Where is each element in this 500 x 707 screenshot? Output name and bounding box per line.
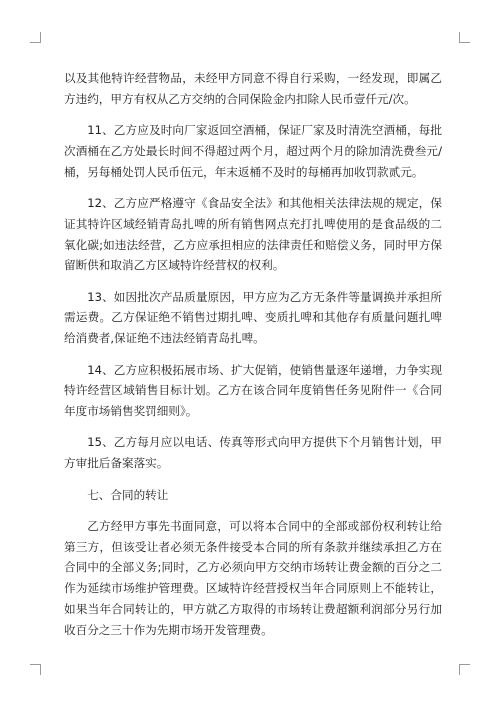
clause-13: 13、如因批次产品质量原因，甲方应为乙方无条件等量调换并承担所需运费。乙方保证绝不销售过期扎啤、变质扎啤和其他存有质量问题扎啤给消费者,保证绝不违法经销青岛扎啤。: [64, 289, 442, 346]
clause-14: 14、乙方应积极拓展市场、扩大促销，使销售量逐年递增，力争实现特许经营区域销售目标计划。乙方在该合同年度销售任务见附件一《合同年度市场销售奖罚细则》。: [64, 362, 442, 419]
clause-11: 11、乙方应及时向厂家返回空酒桶，保证厂家及时清洗空酒桶，每批次酒桶在乙方处最长时间不得超过两个月，超过两个月的除加清洗费叁元/桶，另每桶处罚人民币伍元，年末返桶不及时的每桶再加收罚款贰元。: [64, 123, 442, 179]
crop-mark-top-right: [459, 32, 470, 43]
clause-12: 12、乙方应严格遵守《食品安全法》和其他相关法律法规的规定，保证其特许区域经销青岛扎啤的所有销售网点充打扎啤使用的是食品级的二氧化碳;如违法经营，乙方应承担相应的法律责任和赔偿义务，同时甲方保留断供和取消乙方区域特许经营权的权利。: [64, 195, 442, 273]
section-heading-contract-transfer: 七、合同的转让: [87, 487, 169, 502]
crop-mark-bottom-right: [459, 664, 470, 675]
paragraph-continuation: 以及其他特许经营物品，未经甲方同意不得自行采购，一经发现，即属乙方违约，甲方有权从乙方交纳的合同保险金内扣除人民币壹仟元/次。: [64, 71, 442, 106]
document-body: [64, 68, 442, 651]
crop-mark-bottom-left: [30, 664, 41, 675]
clause-15: 15、乙方每月应以电话、传真等形式向甲方提供下个月销售计划，甲方审批后备案落实。: [64, 435, 442, 471]
crop-mark-top-left: [30, 32, 41, 43]
paragraph-transfer-terms: 乙方经甲方事先书面同意，可以将本合同中的全部或部份权利转让给第三方，但该受让者必须无条件接受本合同的所有条款并继续承担乙方在合同中的全部义务;同时，乙方必须向甲方交纳市场转让费金额的百分之二作为延续市场维护管理费。区域特许经营授权当年合同原则上不能转让，如果当年合同转让的，甲方就乙方取得的市场转让费超额利润部分另行加收百分之三十作为先期市场开发管理费。: [64, 518, 442, 637]
